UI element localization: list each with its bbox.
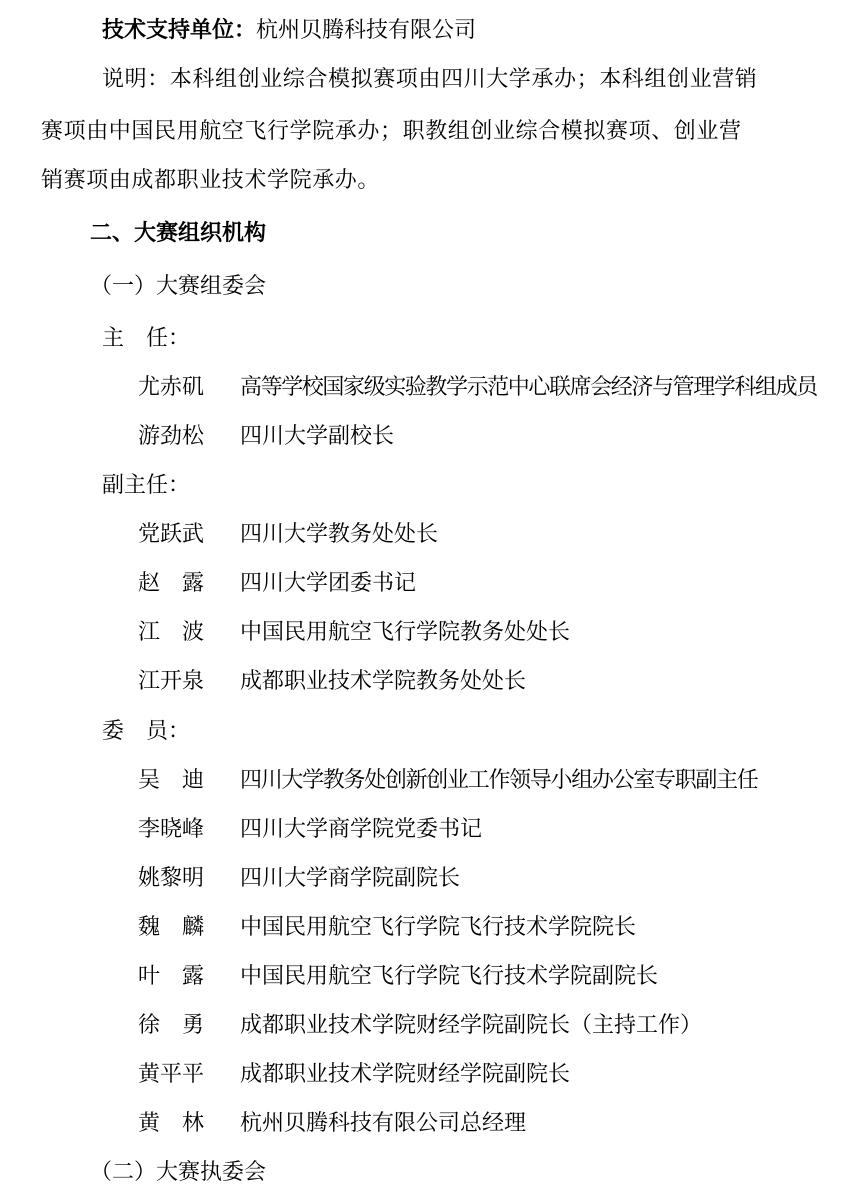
member-role: 四川大学教务处创新创业工作领导小组办公室专职副主任 <box>240 768 758 793</box>
exec-committee-heading <box>90 1158 266 1188</box>
support-value: 杭州贝腾科技有限公司 <box>256 18 477 43</box>
member-name: 黄 林 <box>138 1111 205 1136</box>
note-line-2: 赛项由中国民用航空飞行学院承办；职教组创业综合模拟赛项、创业营 <box>41 119 742 144</box>
member-row <box>0 864 846 894</box>
note-line-1: 说明：本科组创业综合模拟赛项由四川大学承办；本科组创业营销 <box>102 67 758 92</box>
note-line-3: 销赛项由成都职业技术学院承办。 <box>41 168 381 193</box>
member-name: 尤赤矶 <box>138 375 205 400</box>
support-label: 技术支持单位： <box>102 18 257 43</box>
member-row <box>0 1011 846 1041</box>
member-row <box>0 373 846 403</box>
member-row <box>0 1109 846 1139</box>
member-role: 中国民用航空飞行学院教务处处长 <box>240 620 571 645</box>
member-row <box>0 815 846 845</box>
member-name: 叶 露 <box>138 964 205 989</box>
vice-director-label: 副主任： <box>102 473 191 498</box>
member-role: 成都职业技术学院财经学院副院长 <box>240 1062 571 1087</box>
member-name: 姚黎明 <box>138 866 205 891</box>
member-role: 中国民用航空飞行学院飞行技术学院副院长 <box>240 964 659 989</box>
member-name: 魏 麟 <box>138 915 205 940</box>
director-label: 主 任： <box>102 326 191 351</box>
member-role: 四川大学商学院副院长 <box>240 866 461 891</box>
member-role: 杭州贝腾科技有限公司总经理 <box>240 1111 527 1136</box>
member-role: 四川大学教务处处长 <box>240 522 439 547</box>
member-row <box>0 422 846 452</box>
member-name: 赵 露 <box>138 571 205 596</box>
member-role: 高等学校国家级实验教学示范中心联席会经济与管理学科组成员 <box>240 375 817 400</box>
member-row <box>0 1060 846 1090</box>
member-name: 徐 勇 <box>138 1013 205 1038</box>
member-name: 游劲松 <box>138 424 205 449</box>
committee-heading: （一）大赛组委会 <box>90 274 267 299</box>
member-row <box>0 618 846 648</box>
member-row <box>0 569 846 599</box>
member-name: 吴 迪 <box>138 768 205 793</box>
member-role: 四川大学团委书记 <box>240 571 417 596</box>
member-role: 四川大学副校长 <box>240 424 395 449</box>
section-heading: 二、大赛组织机构 <box>90 221 267 246</box>
member-role: 成都职业技术学院教务处处长 <box>240 669 527 694</box>
member-role: 成都职业技术学院财经学院副院长（主持工作） <box>240 1013 703 1038</box>
member-name: 李晓峰 <box>138 817 205 842</box>
member-role: 中国民用航空飞行学院飞行技术学院院长 <box>240 915 637 940</box>
member-row <box>0 913 846 943</box>
member-row <box>0 520 846 550</box>
members-label: 委 员： <box>102 719 191 744</box>
exec-committee-title: （二）大赛执委会 <box>90 1160 267 1185</box>
member-name: 党跃武 <box>138 522 205 547</box>
member-row <box>0 667 846 697</box>
member-role: 四川大学商学院党委书记 <box>240 817 483 842</box>
member-name: 黄平平 <box>138 1062 205 1087</box>
member-row <box>0 766 846 796</box>
member-name: 江 波 <box>138 620 205 645</box>
member-row <box>0 962 846 992</box>
member-name: 江开泉 <box>138 669 205 694</box>
support-line <box>102 16 476 46</box>
